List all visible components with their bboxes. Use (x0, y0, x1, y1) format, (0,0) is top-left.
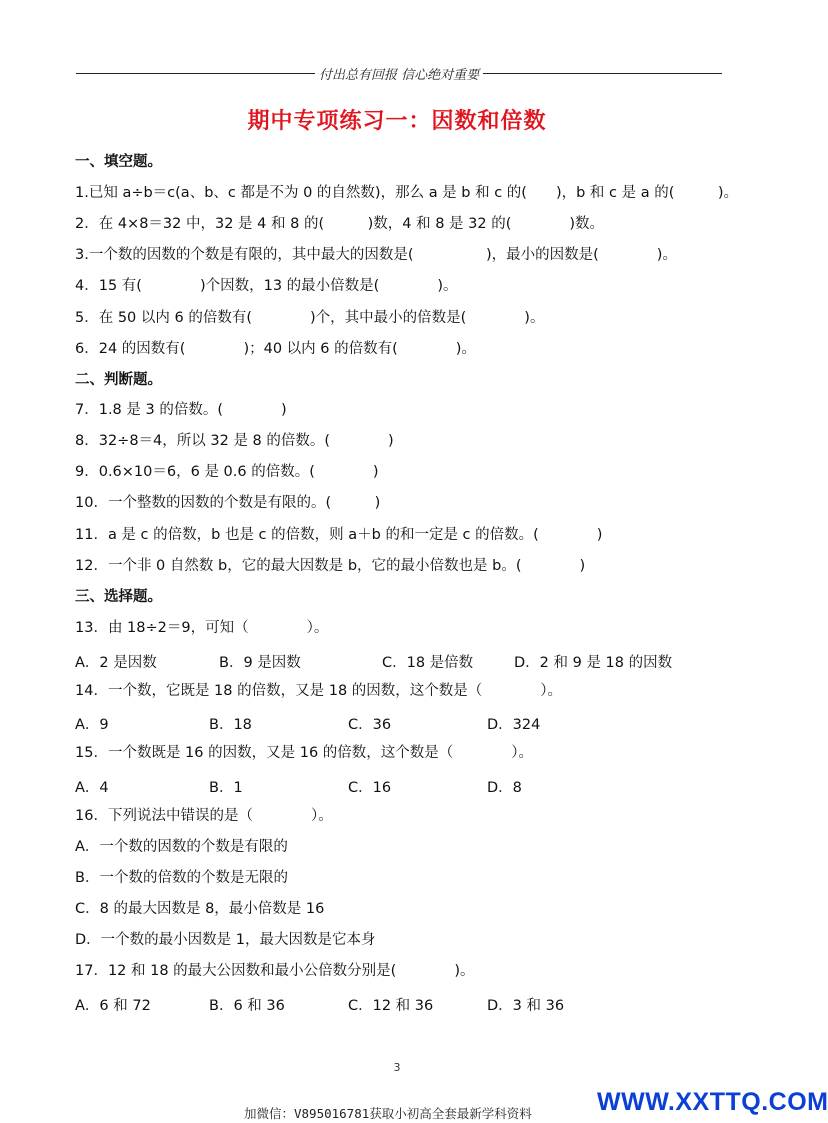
option-16-d: D．一个数的最小因数是 1，最大因数是它本身 (75, 932, 376, 948)
options-13 (75, 651, 715, 669)
question-15: 15．一个数既是 16 的因数，又是 16 的倍数，这个数是（ ）。 (75, 745, 534, 761)
question-8: 8．32÷8＝4，所以 32 是 8 的倍数。( ) (75, 433, 394, 449)
question-3: 3.一个数的因数的个数是有限的，其中最大的因数是( )，最小的因数是( )。 (75, 247, 677, 263)
header-motto-line (76, 62, 722, 84)
option-15-d: D．8 (487, 780, 522, 796)
option-15-b: B．1 (209, 780, 243, 796)
option-17-c: C．12 和 36 (348, 998, 434, 1014)
option-15-a: A．4 (75, 780, 109, 796)
option-13-d: D．2 和 9 是 18 的因数 (514, 655, 673, 671)
question-13: 13．由 18÷2＝9，可知（ ）。 (75, 620, 329, 636)
question-1: 1.已知 a÷b＝c(a、b、c 都是不为 0 的自然数)，那么 a 是 b 和 c 的( )，b 和 c 是 a 的( )。 (75, 185, 739, 201)
option-13-a: A．2 是因数 (75, 655, 157, 671)
page-number: 3 (393, 1061, 401, 1074)
section-choice-heading: 三、选择题。 (75, 589, 162, 605)
question-4: 4．15 有( )个因数，13 的最小倍数是( )。 (75, 278, 458, 294)
option-17-a: A．6 和 72 (75, 998, 151, 1014)
header-motto: 付出总有回报 信心绝对重要 (318, 67, 480, 83)
footer-note: 加微信：V895016781获取小初高全套最新学科资料 (244, 1106, 532, 1121)
question-11: 11．a 是 c 的倍数，b 也是 c 的倍数，则 a＋b 的和一定是 c 的倍数。( ) (75, 527, 603, 543)
question-16: 16．下列说法中错误的是（ ）。 (75, 808, 333, 824)
option-16-c: C．8 的最大因数是 8，最小倍数是 16 (75, 901, 325, 917)
option-16-a: A．一个数的因数的个数是有限的 (75, 839, 288, 855)
option-16-b: B．一个数的倍数的个数是无限的 (75, 870, 288, 886)
question-2: 2．在 4×8＝32 中，32 是 4 和 8 的( )数，4 和 8 是 32 的( )数。 (75, 216, 605, 232)
option-14-c: C．36 (348, 717, 392, 733)
option-17-d: D．3 和 36 (487, 998, 565, 1014)
options-17 (75, 994, 715, 1012)
question-5: 5．在 50 以内 6 的倍数有( )个，其中最小的倍数是( )。 (75, 310, 545, 326)
question-7: 7．1.8 是 3 的倍数。( ) (75, 402, 287, 418)
question-14: 14．一个数，它既是 18 的倍数，又是 18 的因数，这个数是（ ）。 (75, 683, 563, 699)
option-17-b: B．6 和 36 (209, 998, 285, 1014)
question-10: 10．一个整数的因数的个数是有限的。( ) (75, 495, 381, 511)
site-watermark-link[interactable]: WWW.XXTTQ.COM (597, 1088, 828, 1116)
option-15-c: C．16 (348, 780, 392, 796)
option-13-c: C．18 是倍数 (382, 655, 474, 671)
options-14 (75, 713, 715, 731)
option-14-a: A．9 (75, 717, 109, 733)
question-6: 6．24 的因数有( )；40 以内 6 的倍数有( )。 (75, 341, 476, 357)
page-title: 期中专项练习一：因数和倍数 (247, 109, 547, 134)
question-17: 17．12 和 18 的最大公因数和最小公倍数分别是( )。 (75, 963, 475, 979)
options-15 (75, 776, 715, 794)
question-12: 12．一个非 0 自然数 b，它的最大因数是 b，它的最小倍数也是 b。( ) (75, 558, 586, 574)
option-13-b: B．9 是因数 (219, 655, 301, 671)
option-14-d: D．324 (487, 717, 541, 733)
question-9: 9．0.6×10＝6，6 是 0.6 的倍数。( ) (75, 464, 379, 480)
header-rule-left (76, 73, 315, 74)
section-judge-heading: 二、判断题。 (75, 372, 162, 388)
header-rule-right (483, 73, 722, 74)
option-14-b: B．18 (209, 717, 252, 733)
section-fill-heading: 一、填空题。 (75, 154, 162, 170)
